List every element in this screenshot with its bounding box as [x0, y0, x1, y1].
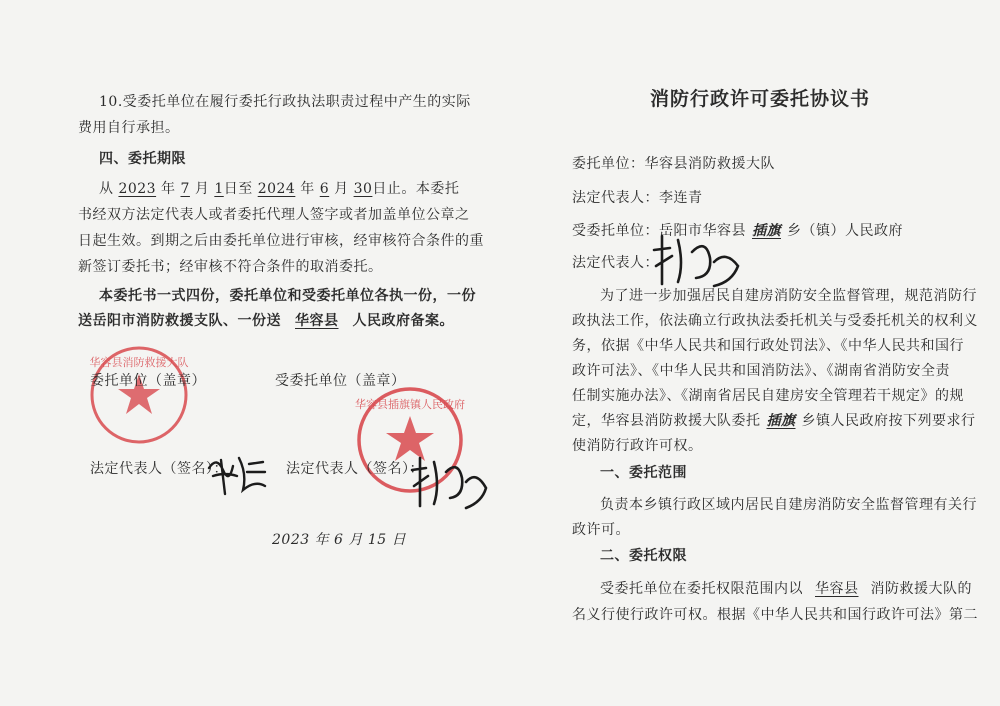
term-line1: 从 2023 年 7 月 1日至 2024 年 6 月 30日止。本委托: [99, 181, 460, 197]
end-day: 30: [353, 181, 373, 197]
start-year: 2023: [118, 181, 157, 197]
scope-line2: 政许可。: [572, 522, 630, 538]
entrusting-unit: 委托单位：华容县消防救援大队: [572, 156, 775, 172]
start-month: 7: [180, 181, 190, 197]
entrusting-unit-seal: [88, 344, 190, 446]
entrusting-seal-label: 委托单位（盖章）: [90, 373, 206, 389]
item-10-line2: 费用自行承担。: [78, 120, 180, 136]
legal-rep-1: 法定代表人：李连青: [572, 190, 703, 206]
auth-line1: 受委托单位在委托权限范围内以 华容县 消防救援大队的: [600, 581, 972, 597]
legal-rep-2: 法定代表人：: [572, 255, 659, 271]
entrusted-town: 插旗: [752, 223, 781, 239]
signature-right: [406, 452, 492, 514]
entrusted-seal-label: 受委托单位（盖章）: [275, 373, 406, 389]
legal-rep-sign-right: 法定代表人（签名）：: [286, 461, 424, 477]
signature-left: [203, 446, 273, 502]
document-title: 消防行政许可委托协议书: [650, 88, 871, 110]
end-year: 2024: [257, 181, 296, 197]
handwritten-town: 插旗: [766, 413, 796, 429]
section-1-heading: 一、委托范围: [600, 465, 687, 481]
right-page: [500, 0, 1000, 706]
para1-line7: 使消防行政许可权。: [572, 438, 703, 454]
para1-line1: 为了进一步加强居民自建房消防安全监督管理，规范消防行: [600, 288, 977, 304]
handwritten-date: 2023 年 6 月 15 日: [272, 532, 407, 548]
scope-line1: 负责本乡镇行政区域内居民自建房消防安全监督管理有关行: [600, 497, 977, 513]
entrusted-unit: 受委托单位：岳阳市华容县 插旗 乡（镇）人民政府: [572, 223, 903, 239]
para1-line5: 任制实施办法》、《湖南省居民自建房安全管理若干规定》的规: [572, 388, 964, 404]
para1-line4: 政许可法》、《中华人民共和国消防法》、《湖南省消防安全责: [572, 363, 950, 379]
item-10-line1: 10.受委托单位在履行委托行政执法职责过程中产生的实际: [99, 94, 471, 110]
copies-line2: 送岳阳市消防救援支队、一份送 华容县 人民政府备案。: [78, 313, 454, 329]
para1-line3: 务，依据《中华人民共和国行政处罚法》、《中华人民共和国行: [572, 338, 964, 354]
start-day: 1: [214, 181, 224, 197]
auth-line2: 名义行使行政许可权。根据《中华人民共和国行政许可法》第二: [572, 607, 978, 623]
svg-text:华容县插旗镇人民政府: 华容县插旗镇人民政府: [355, 398, 465, 411]
para1-line6: 定，华容县消防救援大队委托 插旗 乡镇人民政府按下列要求行: [572, 413, 976, 429]
section-2-heading: 二、委托权限: [600, 548, 687, 564]
svg-text:华容县消防救援大队: 华容县消防救援大队: [89, 356, 189, 369]
legal-rep-sign-left: 法定代表人（签名）：: [90, 461, 228, 477]
signature-right-page: [648, 232, 744, 288]
copies-county: 华容县: [295, 313, 339, 329]
end-month: 6: [319, 181, 330, 197]
auth-county: 华容县: [815, 581, 859, 597]
term-line4: 新签订委托书；经审核不符合条件的取消委托。: [78, 259, 383, 275]
term-line2: 书经双方法定代表人或者委托代理人签字或者加盖单位公章之: [78, 207, 470, 223]
para1-line2: 政执法工作，依法确立行政执法委托机关与受委托机关的权利义: [572, 313, 978, 329]
copies-line1: 本委托书一式四份，委托单位和受委托单位各执一份，一份: [99, 288, 476, 304]
section-4-heading: 四、委托期限: [99, 151, 186, 167]
term-line3: 日起生效。到期之后由委托单位进行审核，经审核符合条件的重: [78, 233, 484, 249]
